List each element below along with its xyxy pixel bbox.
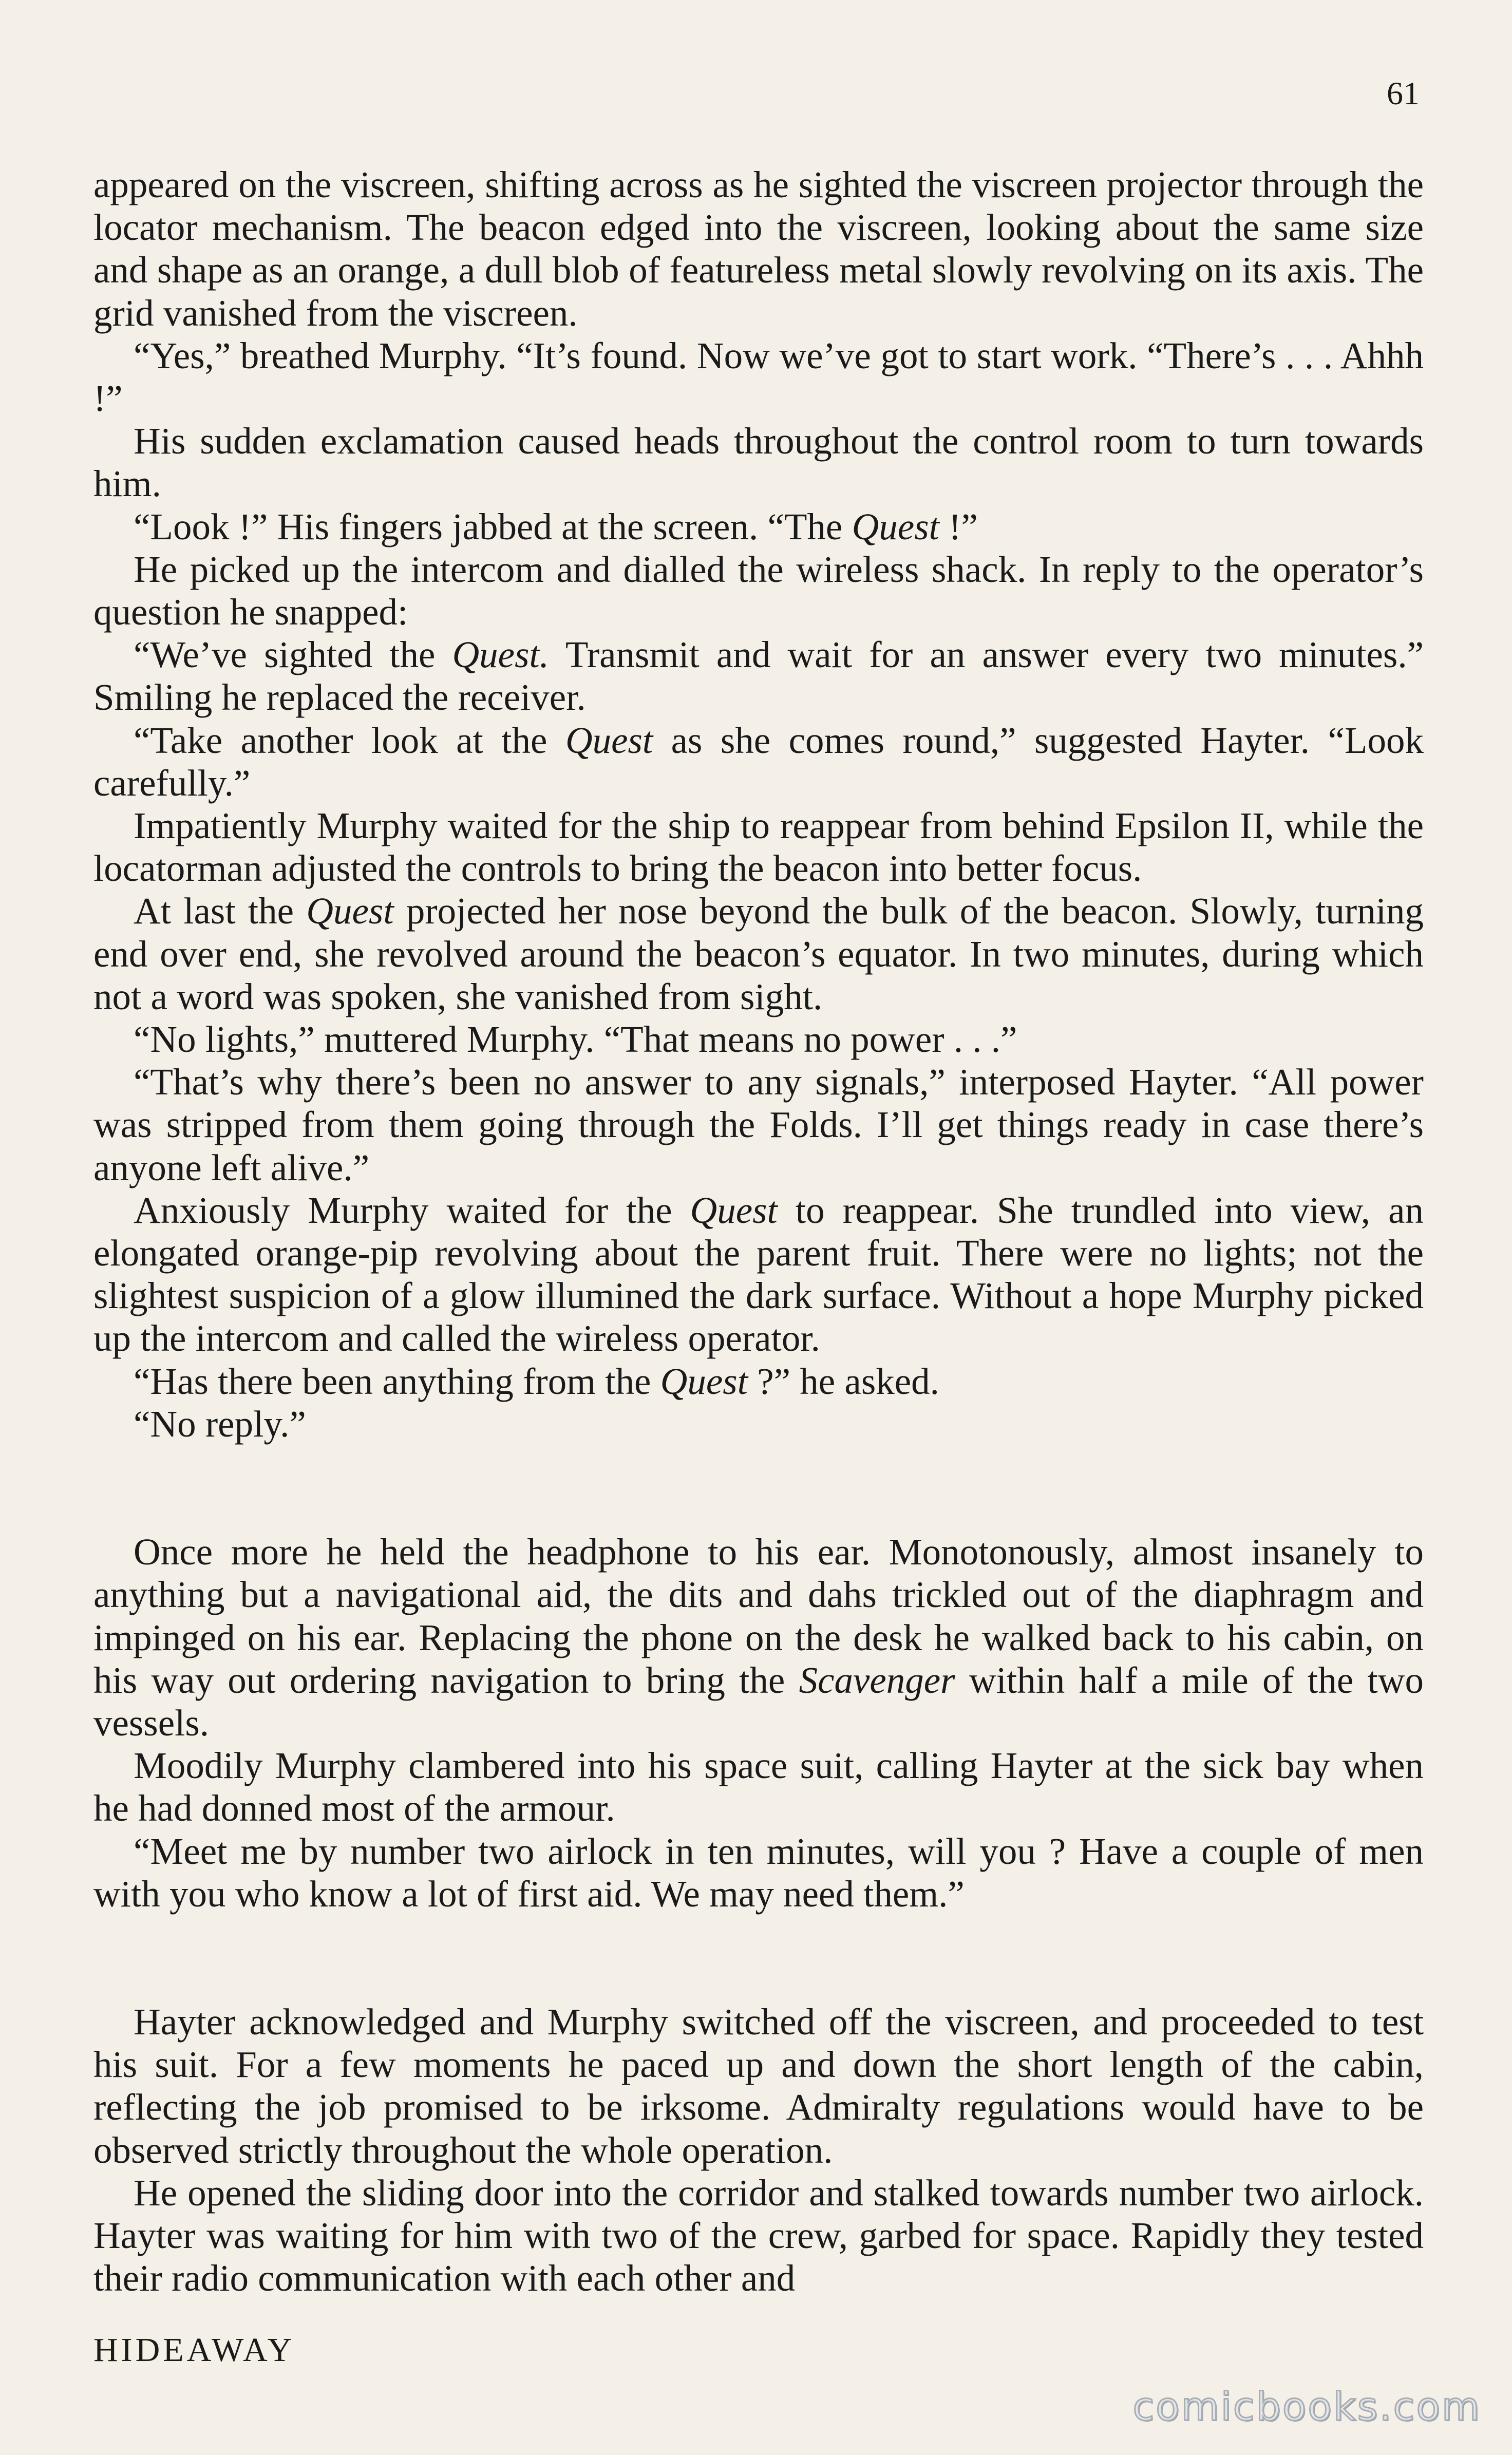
text-run: “Yes,” breathed Murphy. “It’s found. Now we’ve got to start work. “There’s . . . Ahhh !” xyxy=(93,334,1424,420)
text-run: projected her nose beyond the bulk of the beacon. Slowly, turning end over end, she revolved around the beacon’s equator. In two minutes, during which not a word was spoken, she vanished from sight. xyxy=(93,890,1424,1017)
italic-text: Quest xyxy=(306,890,394,932)
text-run: “No reply.” xyxy=(134,1403,306,1445)
text-run: “We’ve sighted the xyxy=(134,634,452,676)
paragraph xyxy=(93,548,1424,633)
italic-text: Quest. xyxy=(452,634,550,676)
text-run: Once more he held the headphone to his ear. Monotonously, almost insanely to anything but a navigational aid, the dits and dahs trickled out of the diaphragm and impinged on his ear. Replacing the phone on the desk he walked back to his cabin, on his way out ordering navigation to bring the xyxy=(93,1531,1424,1701)
footer-title: HIDEAWAY xyxy=(93,2331,295,2369)
paragraph xyxy=(93,1531,1424,1744)
text-run: Impatiently Murphy waited for the ship to reappear from behind Epsilon II, while the locatorman adjusted the controls to bring the beacon into better focus. xyxy=(93,805,1424,890)
text-run: Anxiously Murphy waited for the xyxy=(134,1189,690,1231)
paragraph xyxy=(93,163,1424,334)
text-run: At last the xyxy=(134,890,307,932)
text-run: “Look !” His fingers jabbed at the screen. “The xyxy=(134,505,852,547)
story-text xyxy=(93,163,1424,2299)
paragraph xyxy=(93,1189,1424,1360)
text-run: He picked up the intercom and dialled the wireless shack. In reply to the operator’s question he snapped: xyxy=(93,548,1424,633)
text-run: “Take another look at the xyxy=(134,719,565,761)
paragraph xyxy=(93,1061,1424,1189)
paragraph xyxy=(93,719,1424,804)
text-run: He opened the sliding door into the corridor and stalked towards number two airlock. Hayter was waiting for him with two of the crew, garbed for space. Rapidly they tested their radio communication with each other and xyxy=(93,2171,1424,2299)
text-run: “No lights,” muttered Murphy. “That means no power . . .” xyxy=(134,1018,1017,1061)
text-run: “That’s why there’s been no answer to any signals,” interposed Hayter. “All power was stripped from them going through the Folds. I’ll get things ready in case there’s anyone left alive.” xyxy=(93,1061,1424,1188)
italic-text: Scavenger xyxy=(799,1659,955,1701)
paragraph xyxy=(93,2171,1424,2300)
italic-text: Quest xyxy=(565,719,653,761)
text-run: !” xyxy=(939,505,978,547)
paragraph xyxy=(93,334,1424,420)
text-run: as she comes round,” suggested Hayter. “Look carefully.” xyxy=(93,719,1424,804)
watermark: comicbooks.com xyxy=(1132,2384,1481,2429)
text-run: Hayter acknowledged and Murphy switched off the viscreen, and proceeded to test his suit. For a few moments he paced up and down the short length of the cabin, reflecting the job promised to be irksome. Admiralty regulations would have to be observed strictly throughout the whole operation. xyxy=(93,2000,1424,2171)
italic-text: Quest xyxy=(690,1189,778,1231)
paragraph xyxy=(93,420,1424,505)
italic-text: Quest xyxy=(852,505,939,547)
paragraph xyxy=(93,890,1424,1018)
text-run: ?” he asked. xyxy=(747,1360,939,1402)
text-run: within half a mile of the two vessels. xyxy=(93,1659,1424,1744)
paragraph xyxy=(93,633,1424,719)
paragraph xyxy=(93,804,1424,890)
text-run: “Meet me by number two airlock in ten minutes, will you ? Have a couple of men with you who know a lot of first aid. We may need them.” xyxy=(93,1830,1424,1915)
paragraph xyxy=(93,1830,1424,1915)
paragraph xyxy=(93,1744,1424,1829)
text-run: appeared on the viscreen, shifting across as he sighted the viscreen projector through the locator mechanism. The beacon edged into the viscreen, looking about the same size and shape as an orange, a dull blob of featureless metal slowly revolving on its axis. The grid vanished from the viscreen. xyxy=(93,164,1424,334)
paragraph xyxy=(93,505,1424,548)
text-run: His sudden exclamation caused heads throughout the control room to turn towards him. xyxy=(93,420,1424,505)
paragraph xyxy=(93,2000,1424,2171)
page-number: 61 xyxy=(1387,75,1420,111)
paragraph xyxy=(93,1360,1424,1403)
text-run: to reappear. She trundled into view, an elongated orange-pip revolving about the parent fruit. There were no lights; not the slightest suspicion of a glow illumined the dark surface. Without a hope Murphy picked up the intercom and called the wireless operator. xyxy=(93,1189,1424,1359)
text-run: Transmit and wait for an answer every two minutes.” Smiling he replaced the receiver. xyxy=(93,634,1424,719)
paragraph xyxy=(93,1018,1424,1061)
italic-text: Quest xyxy=(660,1360,748,1402)
text-run: “Has there been anything from the xyxy=(134,1360,660,1402)
paragraph xyxy=(93,1403,1424,1445)
text-run: Moodily Murphy clambered into his space suit, calling Hayter at the sick bay when he had donned most of the armour. xyxy=(93,1745,1424,1829)
